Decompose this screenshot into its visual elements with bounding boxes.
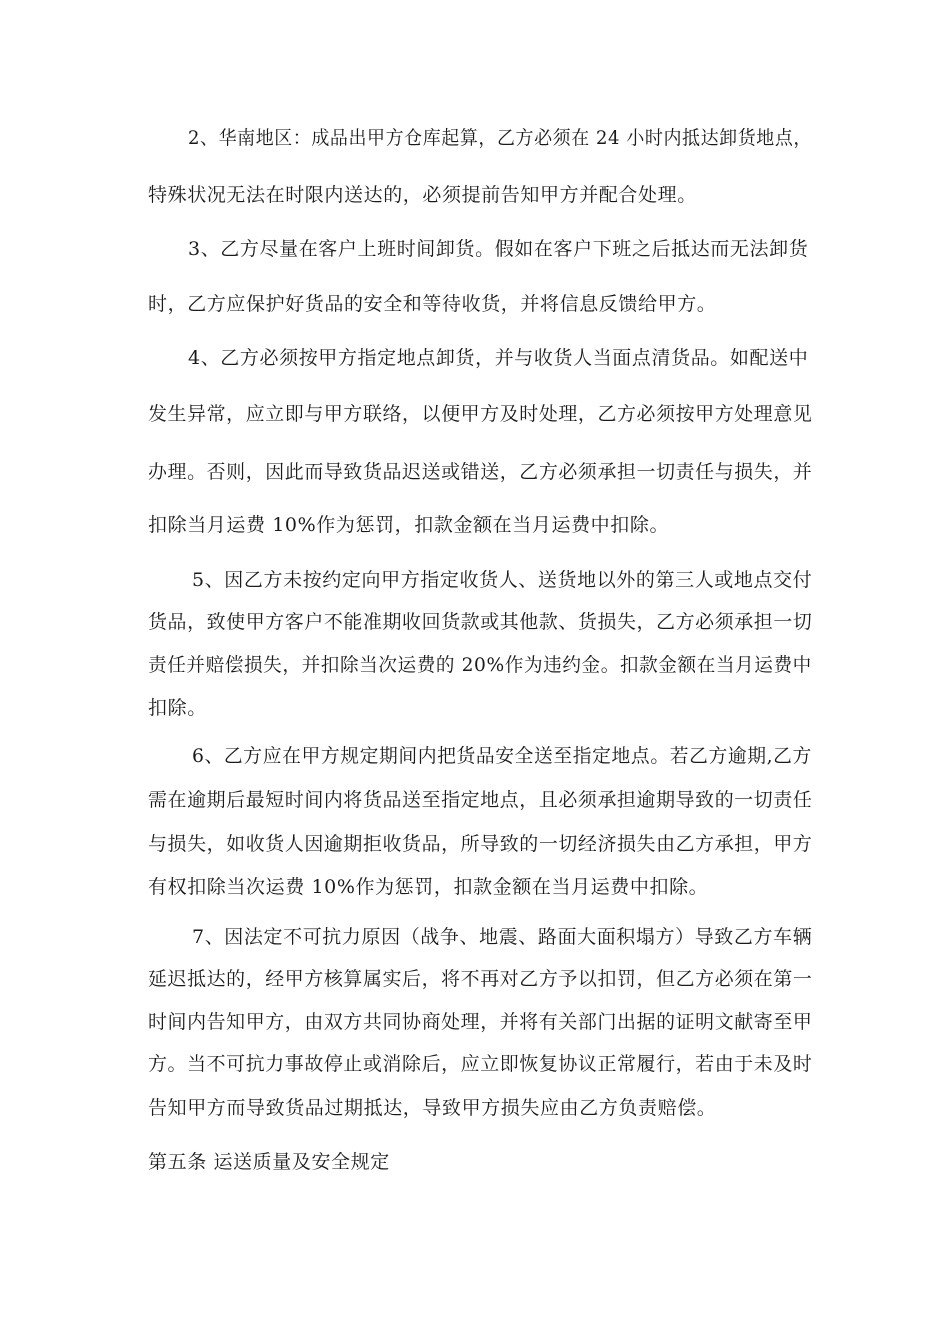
text-line: 3、乙方尽量在客户上班时间卸货。假如在客户下班之后抵达而无法卸货 — [188, 238, 809, 260]
text-line: 责任并赔偿损失，并扣除当次运费的 20%作为违约金。扣款金额在当月运费中 — [148, 654, 812, 676]
text-line: 时间内告知甲方，由双方共同协商处理，并将有关部门出据的证明文献寄至甲 — [148, 1011, 813, 1033]
text-line: 发生异常，应立即与甲方联络，以便甲方及时处理，乙方必须按甲方处理意见 — [148, 403, 813, 425]
text-line: 方。当不可抗力事故停止或消除后，应立即恢复协议正常履行，若由于未及时 — [148, 1053, 813, 1075]
text-line: 扣除当月运费 10%作为惩罚，扣款金额在当月运费中扣除。 — [148, 514, 670, 536]
text-line: 有权扣除当次运费 10%作为惩罚，扣款金额在当月运费中扣除。 — [148, 876, 709, 898]
text-line: 时，乙方应保护好货品的安全和等待收货，并将信息反馈给甲方。 — [148, 293, 717, 315]
text-line: 延迟抵达的，经甲方核算属实后，将不再对乙方予以扣罚，但乙方必须在第一 — [148, 968, 813, 990]
text-line: 特殊状况无法在时限内送达的，必须提前告知甲方并配合处理。 — [148, 184, 697, 206]
text-line: 与损失，如收货人因逾期拒收货品，所导致的一切经济损失由乙方承担，甲方 — [148, 833, 813, 855]
text-line: 告知甲方而导致货品过期抵达，导致甲方损失应由乙方负责赔偿。 — [148, 1097, 717, 1119]
text-line: 扣除。 — [148, 697, 207, 719]
text-line: 6、乙方应在甲方规定期间内把货品安全送至指定地点。若乙方逾期,乙方 — [192, 745, 812, 767]
text-line: 办理。否则，因此而导致货品迟送或错送，乙方必须承担一切责任与损失，并 — [148, 461, 813, 483]
text-line: 7、因法定不可抗力原因（战争、地震、路面大面积塌方）导致乙方车辆 — [192, 926, 813, 948]
text-line: 2、华南地区：成品出甲方仓库起算，乙方必须在 24 小时内抵达卸货地点， — [188, 127, 812, 149]
section-heading: 第五条 运送质量及安全规定 — [148, 1151, 390, 1173]
text-line: 货品，致使甲方客户不能准期收回货款或其他款、货损失，乙方必须承担一切 — [148, 611, 813, 633]
text-line: 5、因乙方未按约定向甲方指定收货人、送货地以外的第三人或地点交付 — [192, 569, 813, 591]
text-line: 需在逾期后最短时间内将货品送至指定地点，且必须承担逾期导致的一切责任 — [148, 789, 813, 811]
text-line: 4、乙方必须按甲方指定地点卸货，并与收货人当面点清货品。如配送中 — [188, 347, 809, 369]
